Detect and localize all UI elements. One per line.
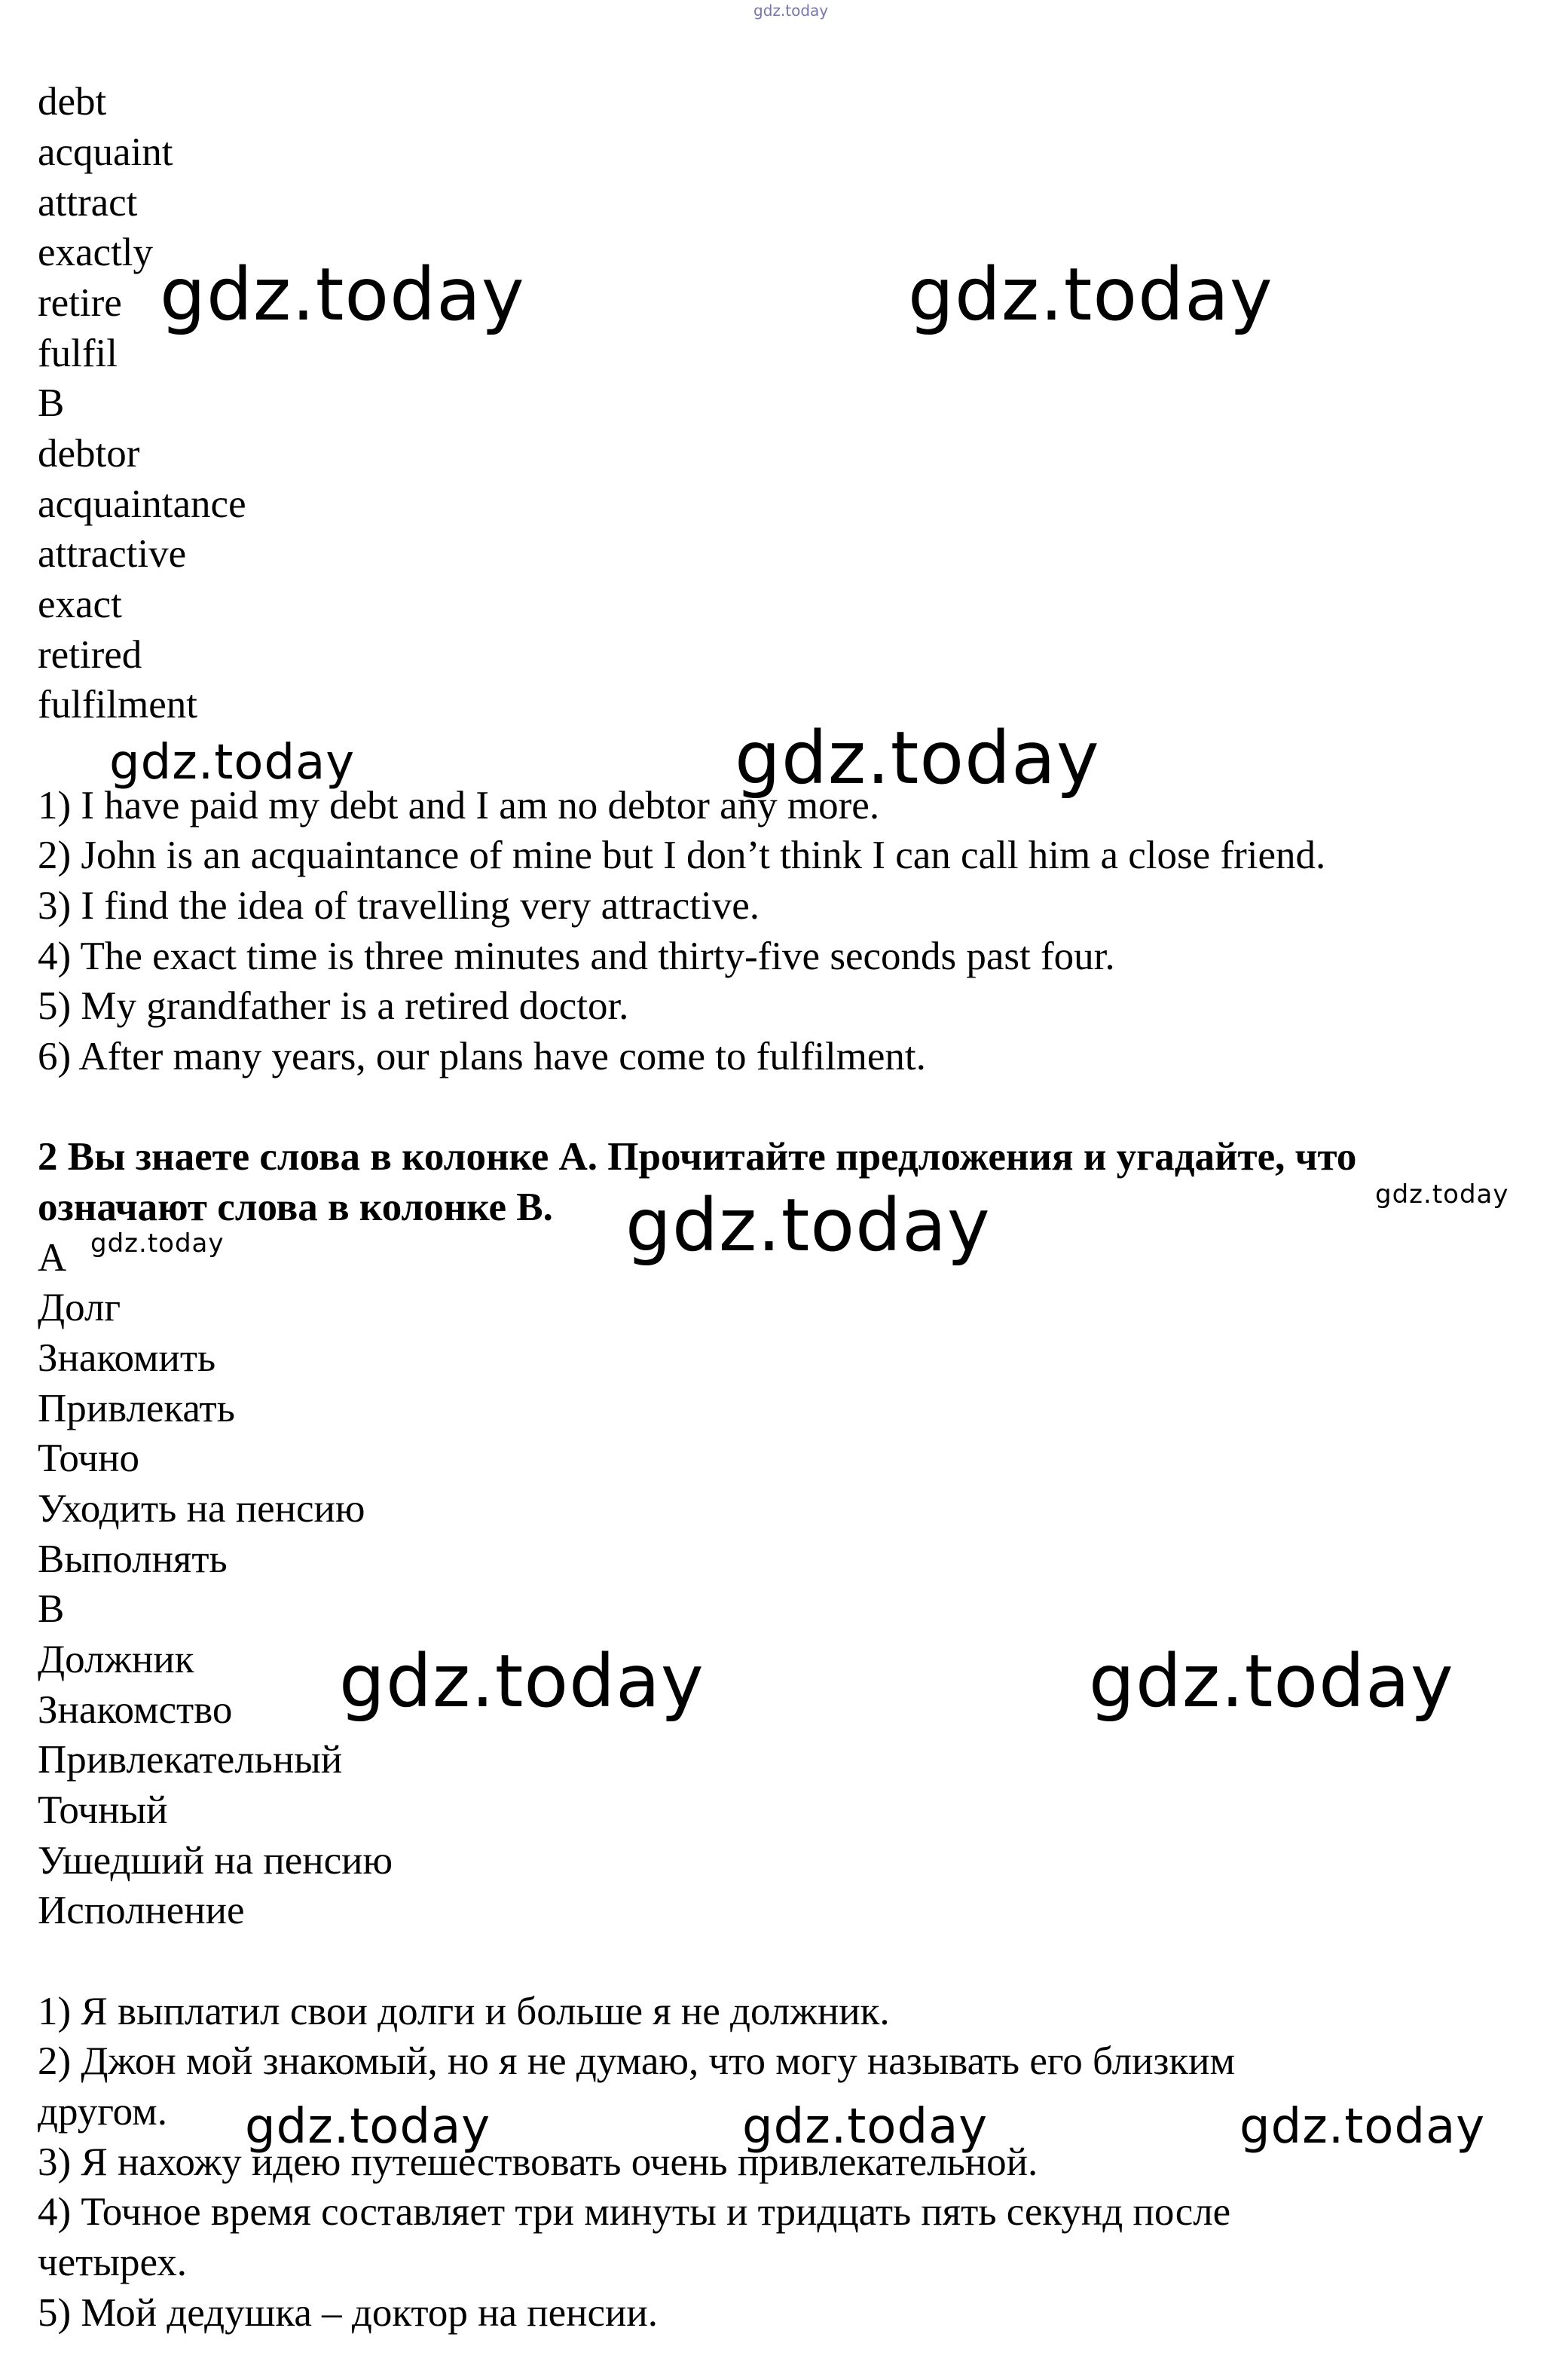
watermark-logo: gdz.today (90, 1228, 225, 1259)
word-a-2: acquaint (38, 130, 173, 174)
word-ru-a-5: Уходить на пенсию (38, 1487, 365, 1531)
label-a-ru: А (38, 1236, 67, 1280)
word-a-6: fulfil (38, 332, 118, 375)
word-ru-b-2: Знакомство (38, 1688, 233, 1732)
sentence-2: 2) John is an acquaintance of mine but I don’t think I can call him a close friend. (38, 834, 1326, 877)
exercise-heading-line1: 2 Вы знаете слова в колонке А. Прочитайте предложения и угадайте, что (38, 1135, 1357, 1179)
word-b-2: acquaintance (38, 482, 246, 526)
word-ru-b-3: Привлекательный (38, 1738, 343, 1782)
watermark-logo: gdz.today (1375, 1179, 1509, 1210)
label-b: B (38, 381, 65, 425)
sentence-ru-5: 5) Мой дедушка – доктор на пенсии. (38, 2291, 658, 2335)
word-ru-b-6: Исполнение (38, 1889, 245, 1932)
sentence-ru-2-cont: другом. (38, 2090, 167, 2134)
word-ru-a-6: Выполнять (38, 1537, 228, 1581)
watermark-logo: gdz.today (160, 252, 525, 337)
word-ru-b-1: Должник (38, 1638, 194, 1681)
header-watermark: gdz.today (753, 2, 829, 20)
exercise-heading-line2: означают слова в колонке В. (38, 1185, 553, 1229)
word-ru-a-3: Привлекать (38, 1387, 235, 1430)
word-b-3: attractive (38, 532, 187, 576)
sentence-ru-4: 4) Точное время составляет три минуты и тридцать пять секунд после (38, 2190, 1231, 2234)
word-ru-b-4: Точный (38, 1788, 168, 1832)
sentence-ru-1: 1) Я выплатил свои долги и больше я не должник. (38, 1990, 890, 2033)
watermark-logo: gdz.today (735, 716, 1100, 800)
word-a-4: exactly (38, 231, 154, 274)
sentence-1: 1) I have paid my debt and I am no debtor any more. (38, 784, 880, 827)
sentence-5: 5) My grandfather is a retired doctor. (38, 984, 629, 1028)
sentence-ru-3: 3) Я нахожу идею путешествовать очень привлекательной. (38, 2140, 1038, 2184)
word-ru-a-2: Знакомить (38, 1336, 216, 1380)
word-b-5: retired (38, 633, 142, 677)
sentence-ru-4-cont: четырех. (38, 2241, 188, 2284)
watermark-logo: gdz.today (742, 2099, 989, 2155)
word-b-6: fulfilment (38, 683, 197, 727)
watermark-logo: gdz.today (109, 735, 356, 791)
sentence-4: 4) The exact time is three minutes and thirty-five seconds past four. (38, 935, 1115, 978)
word-ru-a-4: Точно (38, 1436, 140, 1480)
watermark-logo: gdz.today (339, 1639, 705, 1724)
watermark-logo: gdz.today (625, 1183, 991, 1268)
watermark-logo: gdz.today (245, 2099, 491, 2155)
label-b-ru: В (38, 1587, 65, 1631)
watermark-logo: gdz.today (908, 252, 1273, 337)
watermark-logo: gdz.today (1239, 2099, 1486, 2155)
sentence-ru-2: 2) Джон мой знакомый, но я не думаю, что могу называть его близким (38, 2039, 1236, 2083)
sentence-6: 6) After many years, our plans have come to fulfilment. (38, 1035, 926, 1078)
word-b-4: exact (38, 583, 122, 626)
word-a-5: retire (38, 281, 122, 325)
word-ru-a-1: Долг (38, 1286, 121, 1329)
watermark-logo: gdz.today (1089, 1639, 1454, 1724)
word-a-3: attract (38, 181, 138, 225)
sentence-3: 3) I find the idea of travelling very attractive. (38, 884, 760, 928)
word-b-1: debtor (38, 432, 140, 476)
word-ru-b-5: Ушедший на пенсию (38, 1839, 393, 1883)
word-a-1: debt (38, 80, 107, 124)
